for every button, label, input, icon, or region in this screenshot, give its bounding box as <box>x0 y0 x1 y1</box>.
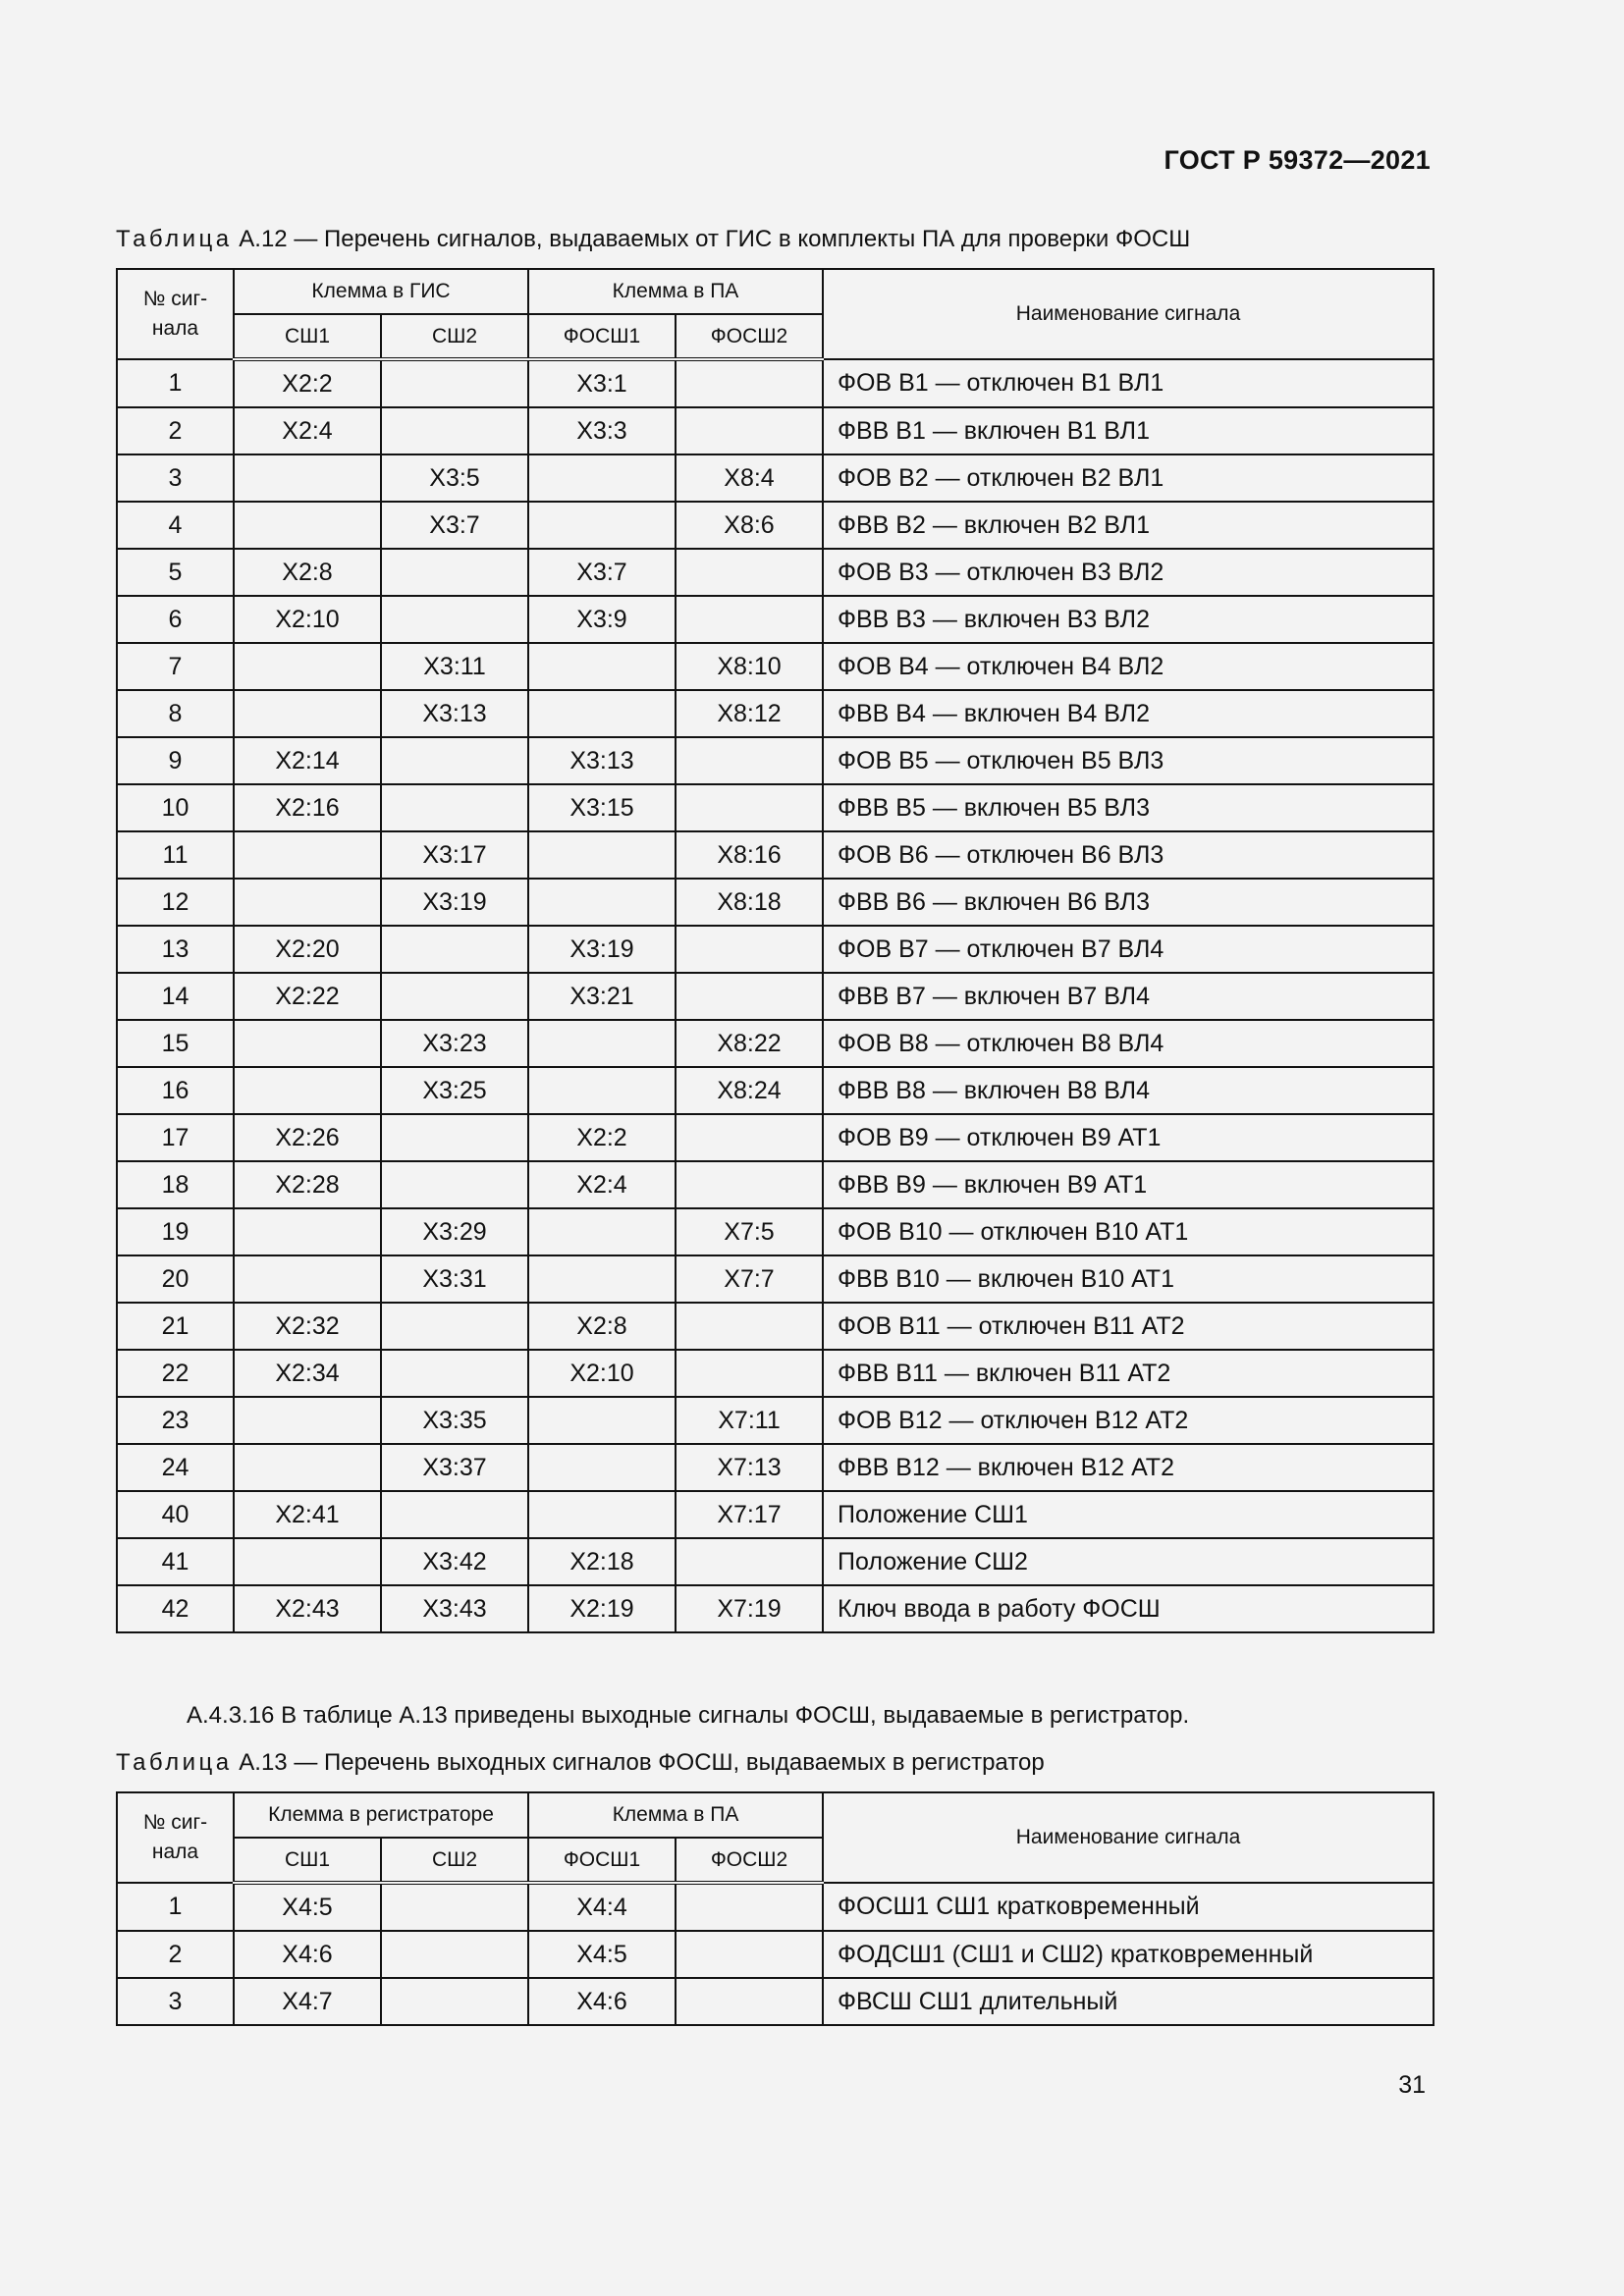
cell-fosh2: X7:7 <box>676 1255 823 1303</box>
cell-signal-name: ФОВ В10 — отключен В10 АТ1 <box>823 1208 1434 1255</box>
table-a12-caption-text: А.12 — Перечень сигналов, выдаваемых от ГИС в комплекты ПА для проверки ФОСШ <box>232 226 1191 252</box>
cell-signal-no: 10 <box>117 784 234 831</box>
cell-fosh2: X7:5 <box>676 1208 823 1255</box>
cell-sh1: X2:22 <box>234 973 381 1020</box>
cell-signal-no: 1 <box>117 1883 234 1931</box>
cell-signal-no: 7 <box>117 643 234 690</box>
cell-signal-no: 5 <box>117 549 234 596</box>
table-row <box>117 1114 1434 1161</box>
cell-sh2 <box>381 737 528 784</box>
cell-fosh1: X3:1 <box>528 359 676 407</box>
cell-fosh2 <box>676 1114 823 1161</box>
table-row <box>117 1303 1434 1350</box>
cell-fosh1: X3:21 <box>528 973 676 1020</box>
cell-sh1 <box>234 454 381 502</box>
cell-signal-no: 18 <box>117 1161 234 1208</box>
cell-fosh1 <box>528 1020 676 1067</box>
cell-fosh2 <box>676 784 823 831</box>
cell-fosh2 <box>676 973 823 1020</box>
cell-signal-no: 4 <box>117 502 234 549</box>
cell-fosh1 <box>528 690 676 737</box>
cell-sh1 <box>234 1255 381 1303</box>
cell-signal-no: 41 <box>117 1538 234 1585</box>
table-row <box>117 1978 1434 2025</box>
cell-fosh1 <box>528 879 676 926</box>
cell-fosh2: X8:16 <box>676 831 823 879</box>
table-row <box>117 502 1434 549</box>
cell-sh1: X2:43 <box>234 1585 381 1632</box>
cell-fosh2: X7:13 <box>676 1444 823 1491</box>
table-row <box>117 407 1434 454</box>
cell-signal-name: ФОВ В9 — отключен В9 АТ1 <box>823 1114 1434 1161</box>
cell-fosh2 <box>676 407 823 454</box>
cell-sh1 <box>234 1067 381 1114</box>
cell-signal-no: 2 <box>117 407 234 454</box>
table-a12-header <box>117 269 1434 359</box>
cell-signal-no: 6 <box>117 596 234 643</box>
cell-sh2: X3:23 <box>381 1020 528 1067</box>
cell-fosh1: X4:6 <box>528 1978 676 2025</box>
document-id: ГОСТ Р 59372—2021 <box>1164 145 1431 175</box>
cell-signal-no: 19 <box>117 1208 234 1255</box>
cell-fosh1 <box>528 1255 676 1303</box>
paragraph-a4316: А.4.3.16 В таблице А.13 приведены выходные сигналы ФОСШ, выдаваемые в регистратор. <box>187 1702 1190 1729</box>
cell-fosh1: X3:15 <box>528 784 676 831</box>
cell-sh1 <box>234 643 381 690</box>
cell-signal-name: ФВВ В1 — включен В1 ВЛ1 <box>823 407 1434 454</box>
cell-signal-no: 40 <box>117 1491 234 1538</box>
cell-signal-name: Положение СШ2 <box>823 1538 1434 1585</box>
cell-signal-name: ФОВ В1 — отключен В1 ВЛ1 <box>823 359 1434 407</box>
cell-sh2 <box>381 1114 528 1161</box>
cell-signal-no: 9 <box>117 737 234 784</box>
cell-signal-name: Положение СШ1 <box>823 1491 1434 1538</box>
cell-signal-no: 20 <box>117 1255 234 1303</box>
cell-sh2: X3:19 <box>381 879 528 926</box>
table-row <box>117 1883 1434 1931</box>
cell-sh2: X3:42 <box>381 1538 528 1585</box>
cell-fosh2 <box>676 926 823 973</box>
cell-signal-no: 24 <box>117 1444 234 1491</box>
cell-sh2 <box>381 359 528 407</box>
cell-signal-no: 42 <box>117 1585 234 1632</box>
cell-sh2 <box>381 549 528 596</box>
cell-fosh1: X2:19 <box>528 1585 676 1632</box>
header-sh2: СШ2 <box>381 314 528 359</box>
cell-signal-no: 17 <box>117 1114 234 1161</box>
cell-sh1: X2:28 <box>234 1161 381 1208</box>
cell-signal-name: ФОВ В2 — отключен В2 ВЛ1 <box>823 454 1434 502</box>
table-a13-caption-text: А.13 — Перечень выходных сигналов ФОСШ, выдаваемых в регистратор <box>232 1749 1045 1776</box>
cell-sh1: X2:2 <box>234 359 381 407</box>
cell-sh2 <box>381 1931 528 1978</box>
cell-sh1: X2:20 <box>234 926 381 973</box>
cell-fosh2 <box>676 1161 823 1208</box>
cell-sh1: X4:7 <box>234 1978 381 2025</box>
cell-fosh2: X7:17 <box>676 1491 823 1538</box>
cell-sh2: X3:5 <box>381 454 528 502</box>
table-a13 <box>116 1791 1435 2026</box>
cell-fosh1: X3:3 <box>528 407 676 454</box>
cell-fosh2 <box>676 1350 823 1397</box>
header-fosh1: ФОСШ1 <box>528 1838 676 1883</box>
cell-fosh1: X3:13 <box>528 737 676 784</box>
cell-fosh2: X8:22 <box>676 1020 823 1067</box>
table-a13-body <box>117 1883 1434 2025</box>
cell-sh2 <box>381 1161 528 1208</box>
cell-signal-name: ФОВ В3 — отключен В3 ВЛ2 <box>823 549 1434 596</box>
cell-sh1 <box>234 1538 381 1585</box>
cell-fosh2: X8:4 <box>676 454 823 502</box>
table-a12-body <box>117 359 1434 1632</box>
table-row <box>117 549 1434 596</box>
cell-signal-name: ФВВ В4 — включен В4 ВЛ2 <box>823 690 1434 737</box>
cell-signal-no: 14 <box>117 973 234 1020</box>
cell-signal-name: ФВВ В6 — включен В6 ВЛ3 <box>823 879 1434 926</box>
cell-fosh2: X8:12 <box>676 690 823 737</box>
cell-sh1 <box>234 690 381 737</box>
header-terminal-pa: Клемма в ПА <box>528 269 823 314</box>
cell-sh1 <box>234 1020 381 1067</box>
cell-fosh1 <box>528 1397 676 1444</box>
cell-fosh1: X2:18 <box>528 1538 676 1585</box>
cell-sh2: X3:29 <box>381 1208 528 1255</box>
cell-sh1: X2:4 <box>234 407 381 454</box>
cell-sh2 <box>381 1491 528 1538</box>
cell-fosh1: X2:10 <box>528 1350 676 1397</box>
cell-sh1 <box>234 1208 381 1255</box>
cell-signal-name: ФВВ В3 — включен В3 ВЛ2 <box>823 596 1434 643</box>
table-row <box>117 1931 1434 1978</box>
header-fosh1: ФОСШ1 <box>528 314 676 359</box>
cell-sh1: X2:41 <box>234 1491 381 1538</box>
table-row <box>117 1255 1434 1303</box>
cell-sh1 <box>234 1444 381 1491</box>
cell-signal-no: 16 <box>117 1067 234 1114</box>
cell-fosh2: X7:11 <box>676 1397 823 1444</box>
cell-fosh1 <box>528 1444 676 1491</box>
cell-signal-name: ФВВ В12 — включен В12 АТ2 <box>823 1444 1434 1491</box>
cell-sh1: X4:6 <box>234 1931 381 1978</box>
cell-sh2: X3:25 <box>381 1067 528 1114</box>
cell-sh2 <box>381 1978 528 2025</box>
cell-signal-no: 23 <box>117 1397 234 1444</box>
cell-signal-name: ФВВ В2 — включен В2 ВЛ1 <box>823 502 1434 549</box>
cell-signal-no: 22 <box>117 1350 234 1397</box>
cell-signal-no: 2 <box>117 1931 234 1978</box>
table-row <box>117 879 1434 926</box>
cell-fosh1 <box>528 1067 676 1114</box>
cell-sh2: X3:11 <box>381 643 528 690</box>
cell-sh1 <box>234 831 381 879</box>
cell-sh1: X4:5 <box>234 1883 381 1931</box>
cell-sh1: X2:10 <box>234 596 381 643</box>
cell-fosh2: X8:18 <box>676 879 823 926</box>
cell-fosh2: X8:10 <box>676 643 823 690</box>
table-row <box>117 1067 1434 1114</box>
cell-fosh1 <box>528 1491 676 1538</box>
cell-fosh2 <box>676 1931 823 1978</box>
table-row <box>117 1020 1434 1067</box>
cell-fosh1: X4:5 <box>528 1931 676 1978</box>
table-row <box>117 690 1434 737</box>
cell-sh2 <box>381 1350 528 1397</box>
table-row <box>117 973 1434 1020</box>
cell-signal-name: ФОДСШ1 (СШ1 и СШ2) кратковременный <box>823 1931 1434 1978</box>
cell-sh2 <box>381 973 528 1020</box>
header-sh2: СШ2 <box>381 1838 528 1883</box>
table-a13-caption <box>116 1749 1045 1777</box>
cell-signal-name: ФОВ В7 — отключен В7 ВЛ4 <box>823 926 1434 973</box>
cell-fosh1: X2:8 <box>528 1303 676 1350</box>
cell-sh1 <box>234 879 381 926</box>
header-fosh2: ФОСШ2 <box>676 1838 823 1883</box>
cell-signal-no: 3 <box>117 1978 234 2025</box>
cell-fosh2 <box>676 596 823 643</box>
cell-sh2: X3:35 <box>381 1397 528 1444</box>
cell-signal-no: 21 <box>117 1303 234 1350</box>
table-row <box>117 1208 1434 1255</box>
cell-fosh1: X3:7 <box>528 549 676 596</box>
cell-fosh2 <box>676 1538 823 1585</box>
table-row <box>117 831 1434 879</box>
cell-fosh1 <box>528 831 676 879</box>
cell-sh2: X3:31 <box>381 1255 528 1303</box>
table-row <box>117 643 1434 690</box>
header-sh1: СШ1 <box>234 314 381 359</box>
header-terminal-gis: Клемма в ГИС <box>234 269 528 314</box>
cell-fosh2 <box>676 1883 823 1931</box>
header-fosh2: ФОСШ2 <box>676 314 823 359</box>
cell-sh1: X2:16 <box>234 784 381 831</box>
table-a12 <box>116 268 1435 1633</box>
header-signal-no: № сиг- нала <box>117 269 234 359</box>
cell-signal-name: ФОВ В6 — отключен В6 ВЛ3 <box>823 831 1434 879</box>
cell-signal-name: ФВВ В11 — включен В11 АТ2 <box>823 1350 1434 1397</box>
cell-signal-no: 8 <box>117 690 234 737</box>
cell-signal-no: 3 <box>117 454 234 502</box>
cell-fosh2: X8:6 <box>676 502 823 549</box>
table-a12-caption-prefix: Таблица <box>116 226 233 252</box>
table-a12-caption <box>116 226 1190 253</box>
cell-sh2: X3:43 <box>381 1585 528 1632</box>
table-row <box>117 926 1434 973</box>
table-a13-header <box>117 1792 1434 1883</box>
cell-fosh1: X2:4 <box>528 1161 676 1208</box>
cell-signal-name: ФВВ В8 — включен В8 ВЛ4 <box>823 1067 1434 1114</box>
cell-sh1: X2:32 <box>234 1303 381 1350</box>
cell-sh2: X3:17 <box>381 831 528 879</box>
cell-fosh2 <box>676 359 823 407</box>
cell-fosh2 <box>676 549 823 596</box>
cell-sh1: X2:34 <box>234 1350 381 1397</box>
header-signal-name: Наименование сигнала <box>823 269 1434 359</box>
cell-signal-name: ФОВ В4 — отключен В4 ВЛ2 <box>823 643 1434 690</box>
header-terminal-pa: Клемма в ПА <box>528 1792 823 1838</box>
page-number: 31 <box>1398 2071 1426 2099</box>
header-terminal-recorder: Клемма в регистраторе <box>234 1792 528 1838</box>
cell-signal-no: 12 <box>117 879 234 926</box>
cell-sh1 <box>234 1397 381 1444</box>
cell-signal-name: ФВВ В9 — включен В9 АТ1 <box>823 1161 1434 1208</box>
cell-sh2: X3:7 <box>381 502 528 549</box>
cell-signal-name: ФВВ В10 — включен В10 АТ1 <box>823 1255 1434 1303</box>
cell-fosh1 <box>528 502 676 549</box>
table-row <box>117 1585 1434 1632</box>
header-sh1: СШ1 <box>234 1838 381 1883</box>
cell-signal-name: ФОСШ1 СШ1 кратковременный <box>823 1883 1434 1931</box>
table-row <box>117 1350 1434 1397</box>
cell-sh2: X3:37 <box>381 1444 528 1491</box>
table-row <box>117 1161 1434 1208</box>
cell-signal-name: ФВВ В5 — включен В5 ВЛ3 <box>823 784 1434 831</box>
cell-fosh2 <box>676 1303 823 1350</box>
cell-signal-name: ФВСШ СШ1 длительный <box>823 1978 1434 2025</box>
cell-signal-name: ФВВ В7 — включен В7 ВЛ4 <box>823 973 1434 1020</box>
cell-fosh2: X8:24 <box>676 1067 823 1114</box>
cell-fosh2 <box>676 737 823 784</box>
cell-sh1 <box>234 502 381 549</box>
cell-signal-no: 1 <box>117 359 234 407</box>
cell-signal-no: 13 <box>117 926 234 973</box>
cell-sh1: X2:26 <box>234 1114 381 1161</box>
cell-signal-name: ФОВ В5 — отключен В5 ВЛ3 <box>823 737 1434 784</box>
cell-sh2 <box>381 596 528 643</box>
table-a13-caption-prefix: Таблица <box>116 1749 233 1776</box>
cell-sh2 <box>381 1303 528 1350</box>
cell-fosh1: X3:19 <box>528 926 676 973</box>
table-row <box>117 737 1434 784</box>
cell-signal-no: 15 <box>117 1020 234 1067</box>
table-row <box>117 784 1434 831</box>
header-signal-no: № сиг- нала <box>117 1792 234 1883</box>
cell-sh2 <box>381 926 528 973</box>
cell-sh2 <box>381 1883 528 1931</box>
header-signal-name: Наименование сигнала <box>823 1792 1434 1883</box>
cell-fosh1 <box>528 454 676 502</box>
table-row <box>117 1444 1434 1491</box>
table-row <box>117 596 1434 643</box>
cell-sh2 <box>381 407 528 454</box>
cell-sh2 <box>381 784 528 831</box>
cell-sh2: X3:13 <box>381 690 528 737</box>
cell-signal-name: ФОВ В11 — отключен В11 АТ2 <box>823 1303 1434 1350</box>
table-row <box>117 359 1434 407</box>
table-row <box>117 454 1434 502</box>
cell-fosh1: X4:4 <box>528 1883 676 1931</box>
cell-fosh1 <box>528 643 676 690</box>
cell-signal-name: ФОВ В12 — отключен В12 АТ2 <box>823 1397 1434 1444</box>
table-row <box>117 1397 1434 1444</box>
cell-fosh2 <box>676 1978 823 2025</box>
cell-signal-no: 11 <box>117 831 234 879</box>
cell-sh1: X2:8 <box>234 549 381 596</box>
table-row <box>117 1538 1434 1585</box>
cell-fosh2: X7:19 <box>676 1585 823 1632</box>
cell-signal-name: Ключ ввода в работу ФОСШ <box>823 1585 1434 1632</box>
table-row <box>117 1491 1434 1538</box>
cell-sh1: X2:14 <box>234 737 381 784</box>
cell-signal-name: ФОВ В8 — отключен В8 ВЛ4 <box>823 1020 1434 1067</box>
cell-fosh1: X3:9 <box>528 596 676 643</box>
cell-fosh1: X2:2 <box>528 1114 676 1161</box>
cell-fosh1 <box>528 1208 676 1255</box>
